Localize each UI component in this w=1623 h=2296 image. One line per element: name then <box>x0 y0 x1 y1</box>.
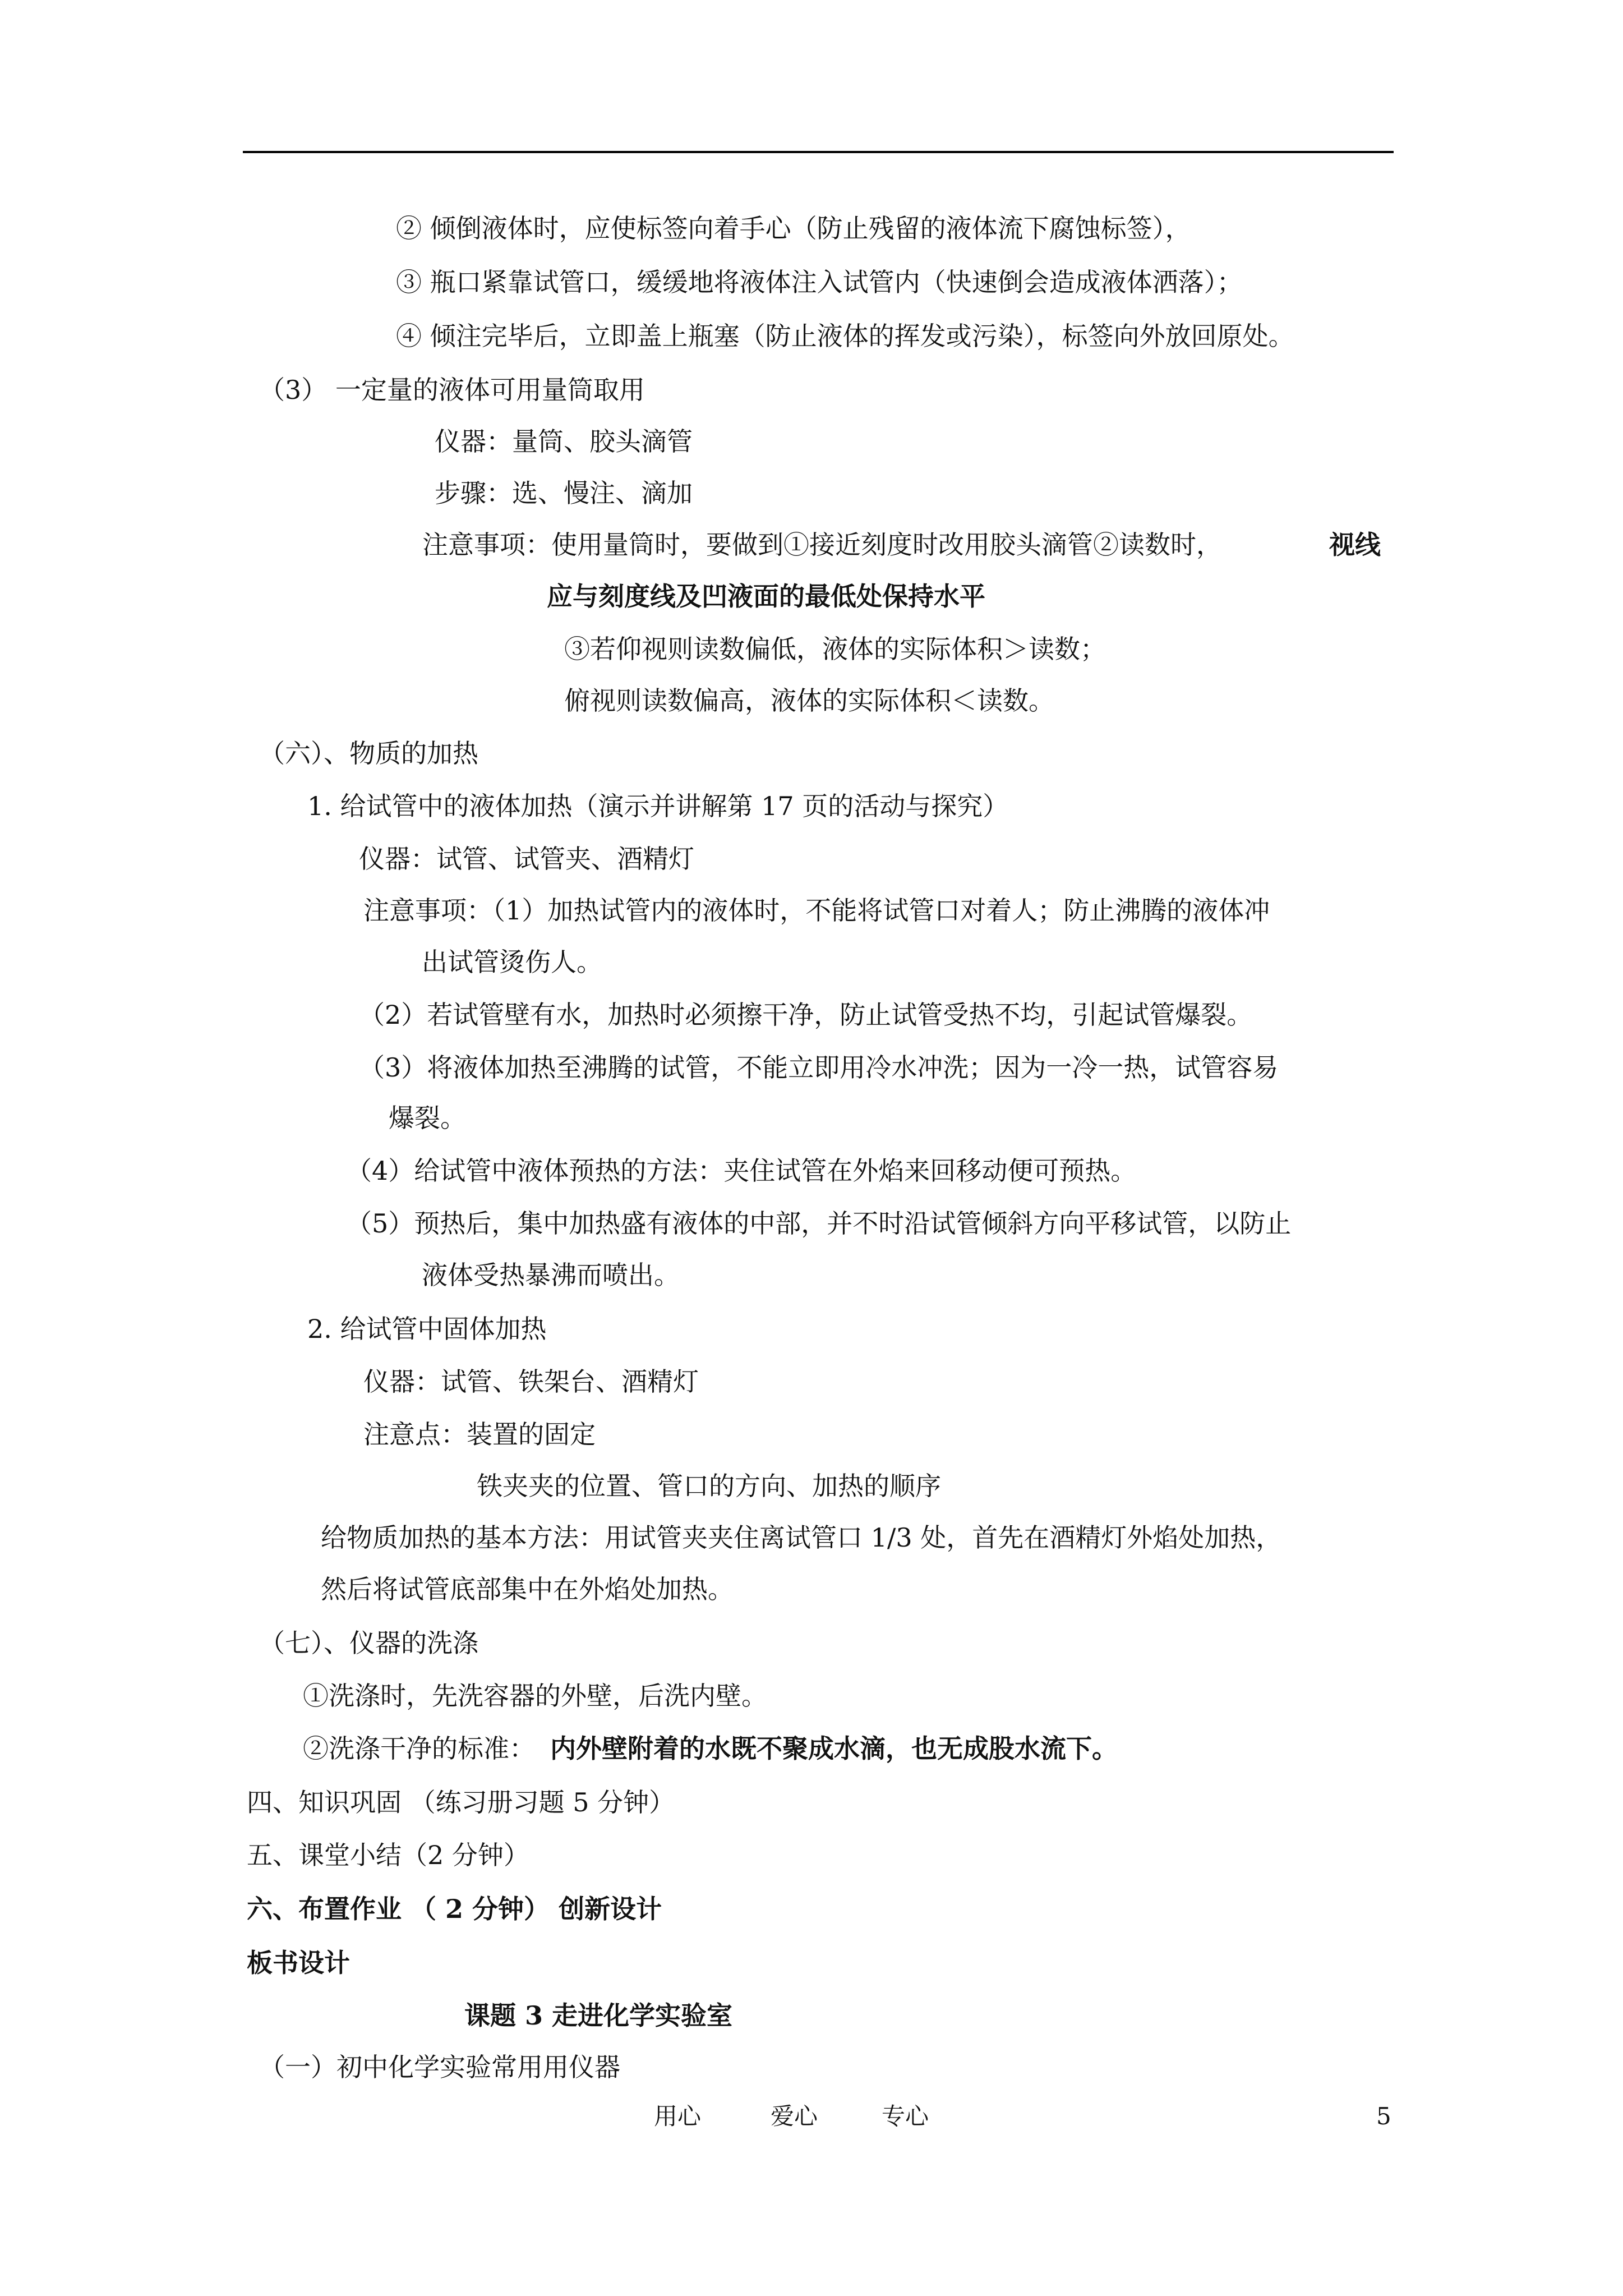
text-line: 仪器：量筒、胶头滴管 <box>435 426 693 457</box>
section-heading: 六、布置作业 （ 2 分钟） 创新设计 <box>247 1894 662 1924</box>
text-line: （2）若试管壁有水，加热时必须擦干净，防止试管受热不均，引起试管爆裂。 <box>359 1000 1253 1030</box>
emphasis-text: 内外壁附着的水既不聚成水滴，也无成股水流下。 <box>550 1733 1118 1764</box>
text-line: 爆裂。 <box>389 1103 466 1133</box>
text-line: ③若仰视则读数偏低，液体的实际体积＞读数； <box>564 634 1106 664</box>
subsection-heading: 2. 给试管中固体加热 <box>307 1314 547 1344</box>
text-line: ④ 倾注完毕后，立即盖上瓶塞（防止液体的挥发或污染），标签向外放回原处。 <box>396 321 1294 351</box>
emphasis-text: 应与刻度线及凹液面的最低处保持水平 <box>547 581 985 611</box>
text-line: 步骤：选、慢注、滴加 <box>435 478 693 508</box>
header-rule <box>243 151 1394 153</box>
text-line: 仪器：试管、试管夹、酒精灯 <box>359 844 694 874</box>
footer-motto: 专心 <box>882 2102 929 2130</box>
text-line: 注意事项：使用量筒时，要做到①接近刻度时改用胶头滴管②读数时， <box>422 530 1222 560</box>
text-line: 出试管烫伤人。 <box>422 947 602 977</box>
text-line: （5）预热后，集中加热盛有液体的中部，并不时沿试管倾斜方向平移试管，以防止 <box>346 1208 1292 1239</box>
board-title: 课题 3 走进化学实验室 <box>464 2000 733 2031</box>
section-heading: （六）、物质的加热 <box>259 738 478 769</box>
text-line: 然后将试管底部集中在外焰处加热。 <box>321 1574 734 1604</box>
text-line: （4）给试管中液体预热的方法：夹住试管在外焰来回移动便可预热。 <box>346 1156 1137 1186</box>
text-line: 注意事项：（1）加热试管内的液体时，不能将试管口对着人；防止沸腾的液体冲 <box>363 895 1270 926</box>
section-heading: （一）初中化学实验常用用仪器 <box>259 2052 620 2082</box>
section-heading: 五、课堂小结（2 分钟） <box>247 1840 529 1870</box>
section-heading: 四、知识巩固 （练习册习题 5 分钟） <box>247 1787 675 1818</box>
text-line: ②洗涤干净的标准： <box>303 1733 535 1764</box>
section-heading: （七）、仪器的洗涤 <box>259 1628 478 1658</box>
footer-motto: 爱心 <box>771 2102 818 2130</box>
text-line: ② 倾倒液体时，应使标签向着手心（防止残留的液体流下腐蚀标签）， <box>396 213 1191 243</box>
text-line: 铁夹夹的位置、管口的方向、加热的顺序 <box>477 1471 941 1501</box>
text-line: ①洗涤时，先洗容器的外壁，后洗内壁。 <box>303 1681 767 1711</box>
text-line: ③ 瓶口紧靠试管口，缓缓地将液体注入试管内（快速倒会造成液体洒落）； <box>396 267 1243 297</box>
text-line: 给物质加热的基本方法：用试管夹夹住离试管口 1/3 处，首先在酒精灯外焰处加热， <box>321 1522 1282 1553</box>
subsection-heading: 1. 给试管中的液体加热（演示并讲解第 17 页的活动与探究） <box>307 791 1009 821</box>
section-heading: （3） 一定量的液体可用量筒取用 <box>259 375 645 405</box>
text-line: 液体受热暴沸而喷出。 <box>422 1260 680 1290</box>
page-number: 5 <box>1376 2102 1391 2130</box>
text-line: 仪器：试管、铁架台、酒精灯 <box>363 1366 699 1397</box>
footer-motto: 用心 <box>654 2102 702 2130</box>
emphasis-text: 视线 <box>1329 530 1381 560</box>
text-line: （3）将液体加热至沸腾的试管，不能立即用冷水冲洗；因为一冷一热，试管容易 <box>359 1052 1279 1083</box>
text-line: 俯视则读数偏高，液体的实际体积＜读数。 <box>564 685 1054 716</box>
section-heading: 板书设计 <box>247 1948 350 1978</box>
text-line: 注意点：装置的固定 <box>363 1419 596 1450</box>
